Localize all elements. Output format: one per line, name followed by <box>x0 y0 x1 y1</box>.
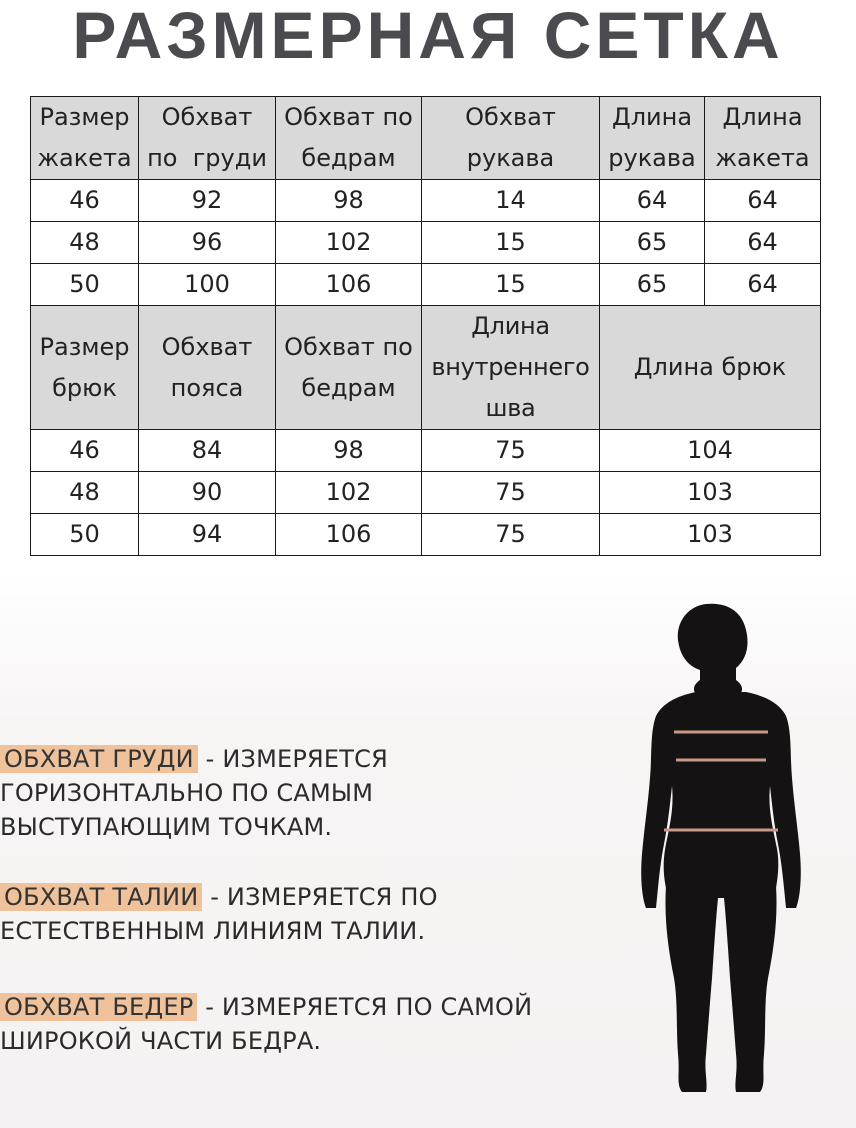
definition-hips <box>0 990 640 1058</box>
table-cell: 92 <box>139 180 276 222</box>
jacket-header-row <box>31 97 821 180</box>
table-cell: 46 <box>31 180 139 222</box>
body-silhouette-icon <box>636 598 806 1100</box>
table-cell: 14 <box>422 180 600 222</box>
table-cell: 48 <box>31 472 139 514</box>
table-cell: 100 <box>139 264 276 306</box>
jacket-header-chest: Обхват по груди <box>139 97 276 180</box>
jacket-header-sleeve-length: Длина рукава <box>600 97 705 180</box>
table-row <box>31 222 821 264</box>
table-cell: 64 <box>705 180 821 222</box>
size-chart-table <box>30 96 821 556</box>
table-cell: 46 <box>31 430 139 472</box>
pants-header-row <box>31 306 821 430</box>
table-cell: 103 <box>600 514 821 556</box>
jacket-header-size: Размер жакета <box>31 97 139 180</box>
pants-header-inseam: Длина внутреннего шва <box>422 306 600 430</box>
table-cell: 75 <box>422 472 600 514</box>
table-cell: 48 <box>31 222 139 264</box>
table-cell: 106 <box>276 514 422 556</box>
definition-text: ВЫСТУПАЮЩИМ ТОЧКАМ. <box>0 813 333 841</box>
definition-text: ЕСТЕСТВЕННЫМ ЛИНИЯМ ТАЛИИ. <box>0 917 426 945</box>
pants-header-hips: Обхват по бедрам <box>276 306 422 430</box>
table-cell: 98 <box>276 180 422 222</box>
table-row <box>31 472 821 514</box>
table-cell: 64 <box>705 264 821 306</box>
table-cell: 98 <box>276 430 422 472</box>
table-cell: 84 <box>139 430 276 472</box>
definition-term-waist: ОБХВАТ ТАЛИИ <box>0 883 202 911</box>
table-cell: 15 <box>422 264 600 306</box>
table-cell: 15 <box>422 222 600 264</box>
definition-text: - ИЗМЕРЯЕТСЯ ПО САМОЙ <box>197 993 533 1021</box>
table-cell: 75 <box>422 514 600 556</box>
definition-term-chest: ОБХВАТ ГРУДИ <box>0 745 198 773</box>
table-cell: 65 <box>600 222 705 264</box>
definition-waist <box>0 880 640 948</box>
table-cell: 106 <box>276 264 422 306</box>
definition-text: ШИРОКОЙ ЧАСТИ БЕДРА. <box>0 1027 322 1055</box>
table-row <box>31 180 821 222</box>
definition-term-hips: ОБХВАТ БЕДЕР <box>0 993 197 1021</box>
definition-text: - ИЗМЕРЯЕТСЯ ПО <box>202 883 438 911</box>
jacket-header-sleeve-girth: Обхват рукава <box>422 97 600 180</box>
table-cell: 64 <box>705 222 821 264</box>
table-cell: 65 <box>600 264 705 306</box>
table-cell: 103 <box>600 472 821 514</box>
table-cell: 90 <box>139 472 276 514</box>
definition-text: ГОРИЗОНТАЛЬНО ПО САМЫМ <box>0 779 374 807</box>
table-cell: 104 <box>600 430 821 472</box>
pants-header-waist: Обхват пояса <box>139 306 276 430</box>
table-cell: 64 <box>600 180 705 222</box>
definition-chest <box>0 742 640 844</box>
table-cell: 50 <box>31 514 139 556</box>
table-row <box>31 264 821 306</box>
definition-text: - ИЗМЕРЯЕТСЯ <box>197 745 388 773</box>
table-row <box>31 514 821 556</box>
pants-header-size: Размер брюк <box>31 306 139 430</box>
table-cell: 96 <box>139 222 276 264</box>
pants-header-pants-length: Длина брюк <box>600 306 821 430</box>
jacket-header-jacket-length: Длина жакета <box>705 97 821 180</box>
table-cell: 102 <box>276 472 422 514</box>
table-cell: 102 <box>276 222 422 264</box>
page-title: РАЗМЕРНАЯ СЕТКА <box>72 0 784 72</box>
jacket-header-hips: Обхват по бедрам <box>276 97 422 180</box>
table-row <box>31 430 821 472</box>
table-cell: 50 <box>31 264 139 306</box>
table-cell: 94 <box>139 514 276 556</box>
table-cell: 75 <box>422 430 600 472</box>
